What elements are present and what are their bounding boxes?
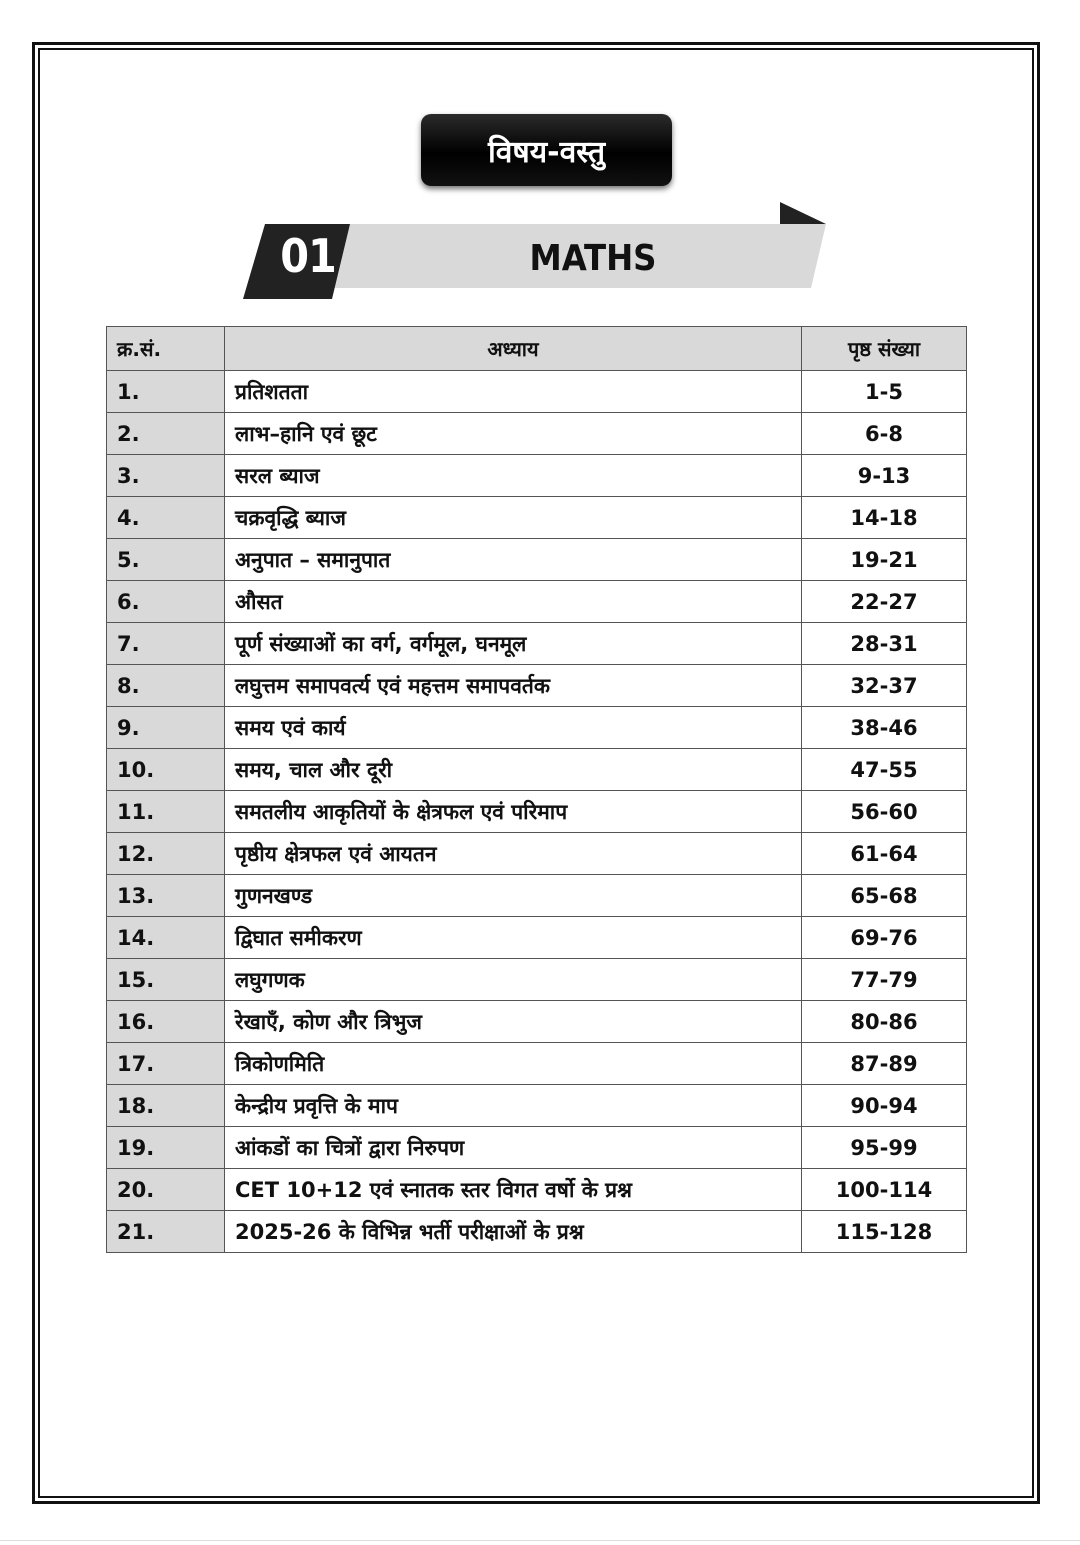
row-chapter: केन्द्रीय प्रवृत्ति के माप bbox=[225, 1085, 802, 1127]
table-row bbox=[107, 455, 967, 497]
row-serial: 18. bbox=[107, 1085, 225, 1127]
row-chapter: 2025-26 के विभिन्न भर्ती परीक्षाओं के प्रश्न bbox=[225, 1211, 802, 1253]
contents-table bbox=[106, 326, 967, 1253]
table-row bbox=[107, 1211, 967, 1253]
row-serial: 9. bbox=[107, 707, 225, 749]
table-row bbox=[107, 371, 967, 413]
row-serial: 3. bbox=[107, 455, 225, 497]
table-row bbox=[107, 917, 967, 959]
row-chapter: चक्रवृद्धि ब्याज bbox=[225, 497, 802, 539]
row-serial: 15. bbox=[107, 959, 225, 1001]
row-chapter: औसत bbox=[225, 581, 802, 623]
table-row bbox=[107, 1001, 967, 1043]
row-pages: 9-13 bbox=[802, 455, 967, 497]
row-pages: 69-76 bbox=[802, 917, 967, 959]
subject-banner bbox=[243, 200, 833, 305]
header-pages: पृष्ठ संख्या bbox=[802, 327, 967, 371]
row-chapter: पृष्ठीय क्षेत्रफल एवं आयतन bbox=[225, 833, 802, 875]
row-chapter: लघुगणक bbox=[225, 959, 802, 1001]
row-pages: 115-128 bbox=[802, 1211, 967, 1253]
table-row bbox=[107, 1169, 967, 1211]
table-row bbox=[107, 1127, 967, 1169]
contents-title: विषय-वस्तु bbox=[487, 134, 606, 170]
banner-subject: MATHS bbox=[529, 238, 657, 279]
banner-number: 01 bbox=[280, 229, 336, 283]
page-bottom-edge bbox=[0, 1540, 1080, 1541]
row-chapter: त्रिकोणमिति bbox=[225, 1043, 802, 1085]
table-row bbox=[107, 539, 967, 581]
table-row bbox=[107, 1085, 967, 1127]
table-row bbox=[107, 665, 967, 707]
row-serial: 8. bbox=[107, 665, 225, 707]
table-row bbox=[107, 749, 967, 791]
row-chapter: समय, चाल और दूरी bbox=[225, 749, 802, 791]
row-pages: 6-8 bbox=[802, 413, 967, 455]
row-serial: 1. bbox=[107, 371, 225, 413]
contents-title-badge bbox=[421, 114, 672, 186]
table-header-row bbox=[107, 327, 967, 371]
row-serial: 17. bbox=[107, 1043, 225, 1085]
row-pages: 90-94 bbox=[802, 1085, 967, 1127]
row-serial: 10. bbox=[107, 749, 225, 791]
table-row bbox=[107, 959, 967, 1001]
row-chapter: अनुपात – समानुपात bbox=[225, 539, 802, 581]
row-chapter: लघुत्तम समापवर्त्य एवं महत्तम समापवर्तक bbox=[225, 665, 802, 707]
row-serial: 5. bbox=[107, 539, 225, 581]
row-serial: 13. bbox=[107, 875, 225, 917]
header-chapter: अध्याय bbox=[225, 327, 802, 371]
row-pages: 87-89 bbox=[802, 1043, 967, 1085]
row-pages: 100-114 bbox=[802, 1169, 967, 1211]
row-pages: 56-60 bbox=[802, 791, 967, 833]
table-row bbox=[107, 413, 967, 455]
row-serial: 2. bbox=[107, 413, 225, 455]
banner-fold-corner bbox=[780, 202, 826, 224]
row-serial: 12. bbox=[107, 833, 225, 875]
row-pages: 1-5 bbox=[802, 371, 967, 413]
row-pages: 32-37 bbox=[802, 665, 967, 707]
row-chapter: समय एवं कार्य bbox=[225, 707, 802, 749]
table-row bbox=[107, 623, 967, 665]
row-pages: 95-99 bbox=[802, 1127, 967, 1169]
row-chapter: द्विघात समीकरण bbox=[225, 917, 802, 959]
row-chapter: रेखाएँ, कोण और त्रिभुज bbox=[225, 1001, 802, 1043]
row-pages: 14-18 bbox=[802, 497, 967, 539]
table-row bbox=[107, 791, 967, 833]
header-serial: क्र.सं. bbox=[107, 327, 225, 371]
row-chapter: गुणनखण्ड bbox=[225, 875, 802, 917]
row-serial: 14. bbox=[107, 917, 225, 959]
row-serial: 4. bbox=[107, 497, 225, 539]
row-pages: 22-27 bbox=[802, 581, 967, 623]
row-serial: 7. bbox=[107, 623, 225, 665]
row-pages: 38-46 bbox=[802, 707, 967, 749]
row-serial: 20. bbox=[107, 1169, 225, 1211]
row-chapter: आंकडों का चित्रों द्वारा निरुपण bbox=[225, 1127, 802, 1169]
row-pages: 80-86 bbox=[802, 1001, 967, 1043]
row-serial: 19. bbox=[107, 1127, 225, 1169]
row-pages: 77-79 bbox=[802, 959, 967, 1001]
row-chapter: लाभ–हानि एवं छूट bbox=[225, 413, 802, 455]
row-serial: 16. bbox=[107, 1001, 225, 1043]
table-row bbox=[107, 497, 967, 539]
table-row bbox=[107, 1043, 967, 1085]
row-pages: 47-55 bbox=[802, 749, 967, 791]
row-serial: 11. bbox=[107, 791, 225, 833]
row-chapter: पूर्ण संख्याओं का वर्ग, वर्गमूल, घनमूल bbox=[225, 623, 802, 665]
row-pages: 28-31 bbox=[802, 623, 967, 665]
table-row bbox=[107, 875, 967, 917]
row-chapter: समतलीय आकृतियों के क्षेत्रफल एवं परिमाप bbox=[225, 791, 802, 833]
table-row bbox=[107, 833, 967, 875]
row-serial: 6. bbox=[107, 581, 225, 623]
row-chapter: CET 10+12 एवं स्नातक स्तर विगत वर्षो के प्रश्न bbox=[225, 1169, 802, 1211]
row-pages: 65-68 bbox=[802, 875, 967, 917]
row-pages: 19-21 bbox=[802, 539, 967, 581]
row-chapter: प्रतिशतता bbox=[225, 371, 802, 413]
row-chapter: सरल ब्याज bbox=[225, 455, 802, 497]
table-row bbox=[107, 581, 967, 623]
table-row bbox=[107, 707, 967, 749]
row-serial: 21. bbox=[107, 1211, 225, 1253]
row-pages: 61-64 bbox=[802, 833, 967, 875]
